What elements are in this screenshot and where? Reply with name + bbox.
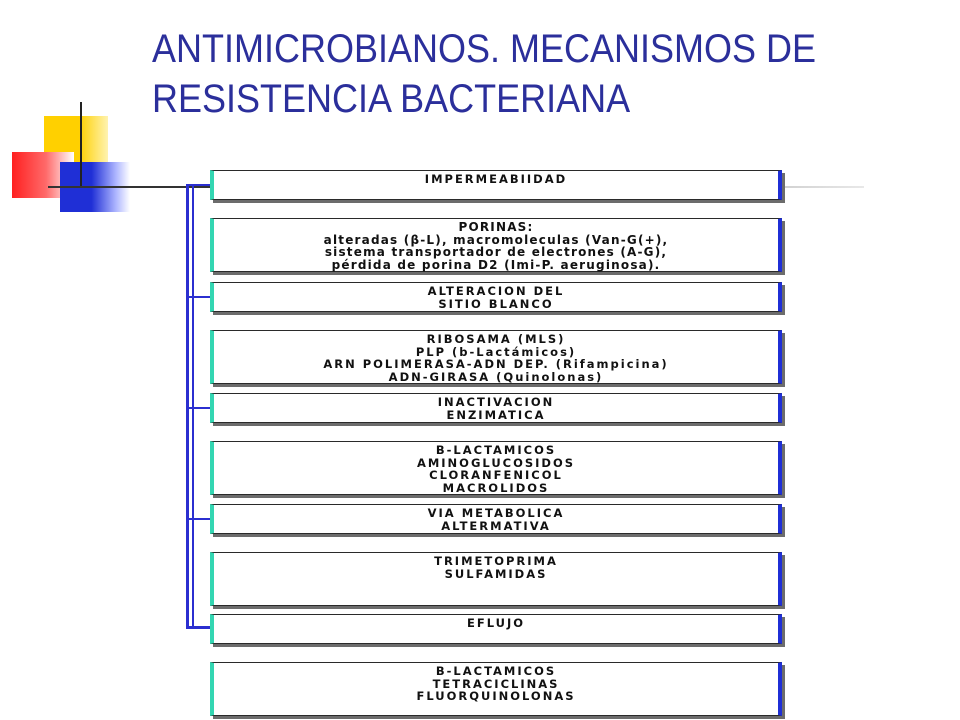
box-line: B-LACTAMICOS (435, 443, 557, 457)
box-line: TRIMETOPRIMA (434, 554, 558, 568)
connector-via-metabolica (186, 518, 212, 520)
box-impermeabilidad (210, 170, 782, 200)
connector-impermeabilidad (186, 184, 212, 186)
box-betalactamicos-1 (210, 441, 782, 495)
box-porinas (210, 218, 782, 272)
decorative-vertical-line (80, 102, 82, 188)
box-alteracion-sitio-blanco (210, 282, 782, 312)
box-line: IMPERMEABIIDAD (424, 172, 568, 186)
box-line: CLORANFENICOL (429, 468, 563, 482)
box-line: VIA METABOLICA (427, 506, 565, 520)
box-line: pérdida de porina D2 (Imi-P. aeruginosa). (331, 257, 661, 272)
box-line: SULFAMIDAS (444, 566, 548, 581)
box-line: B-LACTAMICOS (435, 664, 557, 678)
box-via-metabolica (210, 504, 782, 534)
box-eflujo (210, 614, 782, 644)
box-line: ADN-GIRASA (Quinolonas) (388, 369, 604, 384)
box-line: INACTIVACION (437, 395, 555, 409)
box-line: TETRACICLINAS (432, 676, 560, 691)
slide-title-line-1: ANTIMICROBIANOS. MECANISMOS DE (152, 27, 817, 71)
box-line: PORINAS: (458, 220, 534, 234)
box-line: ARN POLIMERASA-ADN DEP. (Rifampicina) (323, 357, 669, 371)
box-line: FLUORQUINOLONAS (416, 689, 576, 703)
slide-title (152, 24, 863, 124)
box-line: EFLUJO (466, 616, 526, 630)
box-line: sistema transportador de electrones (A-G), (324, 245, 668, 259)
slide-title-line-2: RESISTENCIA BACTERIANA (152, 77, 631, 121)
box-line: alteradas (β-L), macromoleculas (Van-G(+), (323, 232, 669, 247)
box-line: ENZIMATICA (446, 407, 546, 422)
box-line: MACROLIDOS (442, 480, 550, 495)
connector-eflujo (186, 627, 212, 629)
box-line: PLP (b-Lactámicos) (415, 344, 577, 359)
connector-alteracion (186, 296, 212, 298)
box-line: RIBOSAMA (MLS) (426, 332, 566, 346)
box-trimetoprima (210, 552, 782, 606)
box-betalactamicos-2 (210, 662, 782, 716)
box-line: ALTERACION DEL (427, 284, 565, 298)
box-line: AMINOGLUCOSIDOS (416, 455, 576, 470)
box-line: ALTERMATIVA (441, 518, 551, 533)
box-inactivacion-enzimatica (210, 393, 782, 423)
box-line: SITIO BLANCO (438, 296, 554, 311)
connector-inactivacion (186, 407, 212, 409)
box-ribosama (210, 330, 782, 384)
